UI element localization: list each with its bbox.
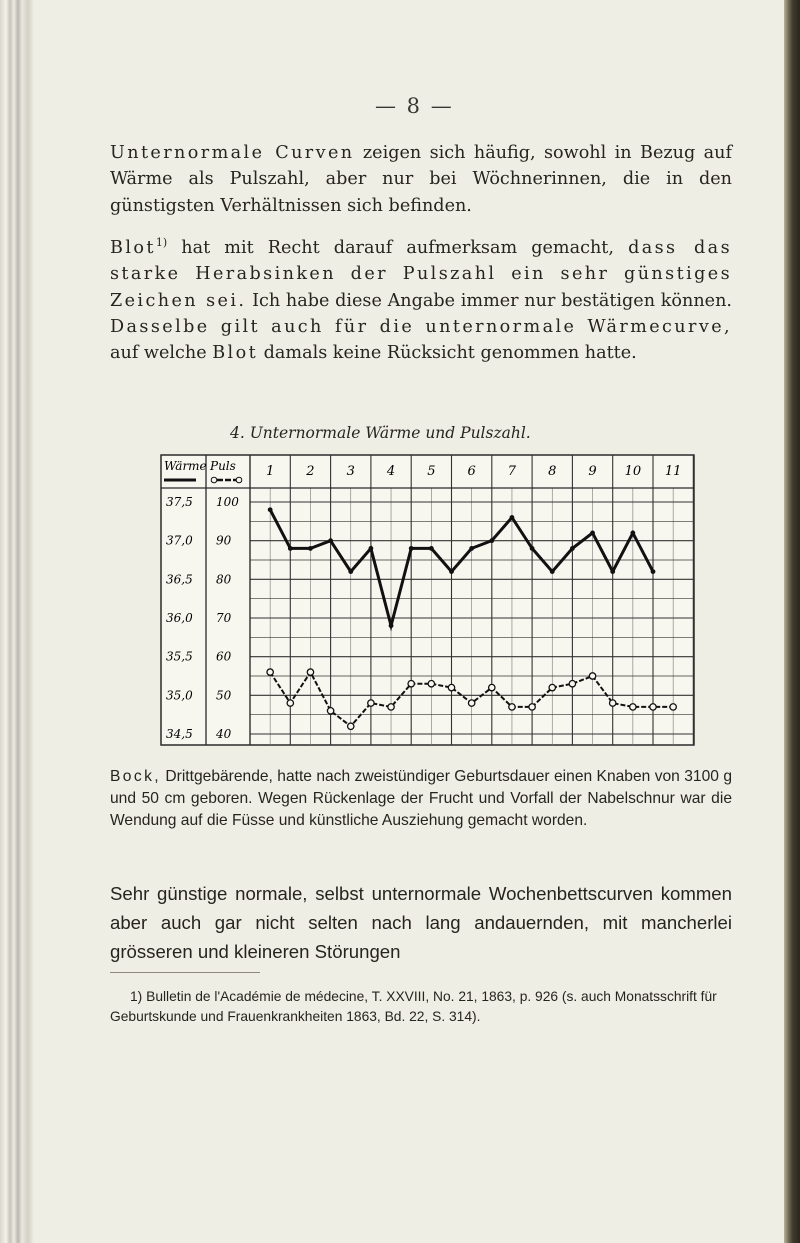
paragraph-text: hat mit Recht darauf aufmerksam gemacht, (167, 237, 629, 258)
temperature-point (288, 546, 293, 551)
pulse-point (348, 723, 354, 729)
paragraph-text: Ich habe diese Angabe immer nur bestätigen können. (246, 290, 732, 311)
pulse-point (368, 700, 374, 706)
pulse-point (388, 704, 394, 710)
temperature-point (651, 569, 656, 574)
pulse-header: Puls (210, 459, 236, 473)
x-tick-label: 11 (664, 464, 682, 479)
case-description (110, 766, 732, 832)
pulse-tick-label: 90 (216, 533, 232, 548)
pulse-tick-label: 40 (216, 727, 232, 741)
footnote-number: 1) (130, 989, 143, 1004)
paragraph-unternormale-curven (110, 140, 732, 219)
x-tick-label: 6 (467, 464, 476, 479)
temperature-point (530, 546, 535, 551)
pulse-point (468, 700, 474, 706)
pulse-point (287, 700, 293, 706)
temperature-tick-label: 35,0 (166, 688, 193, 703)
temperature-pulse-chart (150, 450, 710, 750)
temperature-point (570, 546, 575, 551)
temperature-tick-label: 37,0 (166, 533, 193, 548)
paragraph-text: zeigen sich häufig, sowohl in Bezug auf Wärme als Pulszahl, aber nur bei Wöchnerinnen, die in den günstigsten Verhältnissen sich befinden. (110, 143, 732, 216)
footnote-text: Bulletin de l'Académie de médecine, T. XXVIII, No. 21, 1863, p. 926 (s. auch Monatsschrift für Geburtskunde und Frauenkrankheiten 1863, Bd. 22, S. 314). (110, 989, 717, 1024)
footnote-ref[interactable]: 1) (155, 236, 168, 249)
pulse-point (327, 708, 333, 714)
footnote-divider (110, 972, 260, 973)
temperature-point (348, 569, 353, 574)
pulse-point (428, 681, 434, 687)
x-tick-label: 1 (266, 464, 275, 479)
pulse-point (307, 669, 313, 675)
x-tick-label: 9 (588, 464, 597, 479)
author-name: Blot (212, 343, 259, 364)
pulse-tick-label: 100 (216, 495, 239, 509)
pulse-point (448, 684, 454, 690)
x-tick-label: 3 (346, 464, 355, 479)
temperature-point (590, 531, 595, 536)
temperature-point (328, 538, 333, 543)
paragraph-text: damals keine Rücksicht genommen hatte. (258, 343, 637, 364)
temperature-point (469, 546, 474, 551)
pulse-point (589, 673, 595, 679)
temperature-tick-label: 34,5 (166, 727, 193, 741)
temperature-point (429, 546, 434, 551)
pulse-point (610, 700, 616, 706)
temperature-tick-label: 35,5 (166, 649, 193, 664)
temperature-tick-label: 36,0 (166, 611, 193, 625)
spaced-lead: Unternormale Curven (110, 143, 355, 163)
temperature-point (489, 538, 494, 543)
footnote (110, 987, 732, 1027)
pulse-tick-label: 70 (216, 611, 232, 625)
temperature-point (409, 546, 414, 551)
temperature-point (369, 546, 374, 551)
pulse-point (267, 669, 273, 675)
patient-name: Bock, (110, 768, 161, 785)
paragraph-blot (110, 230, 732, 367)
case-text: Drittgebärende, hatte nach zweistündiger Geburtsdauer einen Knaben von 3100 g und 50 cm geboren. Wegen Rückenlage der Frucht und Vorfall der Nabelschnur war die Wendung auf die Füsse und künstliche Ausziehung gemacht worden. (110, 768, 732, 829)
x-tick-label: 7 (507, 464, 517, 479)
pulse-point (489, 684, 495, 690)
pulse-point (529, 704, 535, 710)
page-number: — 8 — (375, 94, 454, 118)
x-tick-label: 5 (427, 464, 436, 479)
x-tick-label: 2 (306, 464, 315, 479)
x-tick-label: 8 (548, 464, 557, 479)
author-name: Blot (110, 237, 156, 258)
paragraph-text: auf welche (110, 343, 213, 364)
emphasis-text: dass das starke Herabsinken der Pulszahl ein sehr günstiges Zeichen sei. (110, 237, 732, 311)
pulse-tick-label: 50 (216, 688, 232, 703)
temperature-point (630, 531, 635, 536)
temperature-header: Wärme (164, 459, 207, 473)
x-tick-label: 10 (624, 464, 642, 479)
pulse-point (630, 704, 636, 710)
pulse-point (670, 704, 676, 710)
temperature-tick-label: 36,5 (166, 572, 193, 587)
pulse-point (650, 704, 656, 710)
pulse-point (509, 704, 515, 710)
emphasis-text: Dasselbe gilt auch für die unternormale Wärmecurve, (110, 317, 732, 338)
temperature-point (308, 546, 313, 551)
pulse-point (549, 684, 555, 690)
paragraph-normal-curves: Sehr günstige normale, selbst unternormale Wochenbettscurven kommen aber auch gar nicht selten nach lang andauernden, mit mancherlei grösseren und kleineren Störungen (110, 883, 732, 962)
pulse-point (408, 681, 414, 687)
temperature-point (268, 507, 273, 512)
temperature-point (550, 569, 555, 574)
temperature-point (389, 623, 394, 628)
chart-caption: 4. Unternormale Wärme und Pulszahl. (230, 424, 531, 442)
temperature-tick-label: 37,5 (166, 495, 193, 509)
page-dark-edge (784, 0, 800, 1243)
book-binding-edge (0, 0, 34, 1243)
pulse-point (569, 681, 575, 687)
temperature-point (610, 569, 615, 574)
temperature-point (449, 569, 454, 574)
temperature-point (510, 515, 515, 520)
pulse-tick-label: 60 (216, 649, 232, 664)
x-tick-label: 4 (386, 464, 396, 479)
pulse-tick-label: 80 (216, 572, 232, 587)
